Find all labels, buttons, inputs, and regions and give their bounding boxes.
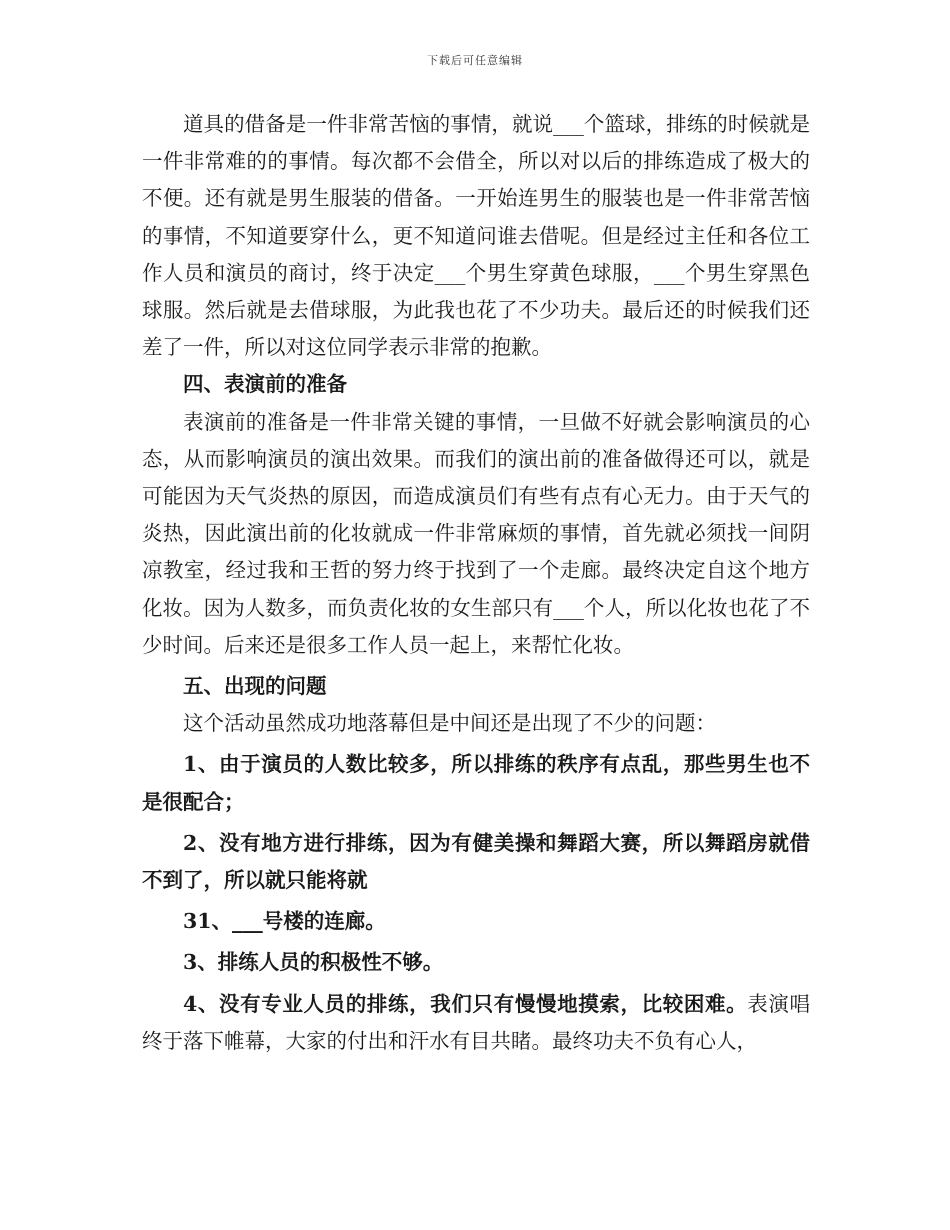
document-body (142, 106, 810, 1060)
heading-preparation: 四、表演前的准备 (183, 372, 347, 397)
problem-item-2: 2、没有地方进行排练，因为有健美操和舞蹈大赛，所以舞蹈房就借不到了，所以就只能将就 (142, 830, 810, 893)
problem-item-3: 3、排练人员的积极性不够。 (183, 950, 444, 975)
heading-problems: 五、出现的问题 (183, 674, 327, 699)
problem-item-4 (142, 986, 810, 1060)
page-header: 下载后可任意编辑 (427, 54, 523, 67)
paragraph-props: 道具的借备是一件非常苦恼的事情，就说___个篮球，排练的时候就是一件非常难的的事情。每次都不会借全，所以对以后的排练造成了极大的不便。还有就是男生服装的借备。一开始连男生的服装也是一件非常苦恼的事情，不知道要穿什么，更不知道问谁去借呢。但是经过主任和各位工作人员和演员的商讨，终于决定___个男生穿黄色球服，___个男生穿黑色球服。然后就是去借球服，为此我也花了不少功夫。最后还的时候我们还差了一件，所以对这位同学表示非常的抱歉。 (142, 112, 810, 360)
paragraph-preparation: 表演前的准备是一件非常关键的事情，一旦做不好就会影响演员的心态，从而影响演员的演出效果。而我们的演出前的准备做得还可以，就是可能因为天气炎热的原因，而造成演员们有些有点有心无力。由于天气的炎热，因此演出前的化妆就成一件非常麻烦的事情，首先就必须找一间阴凉教室，经过我和王哲的努力终于找到了一个走廊。最终决定自这个地方化妆。因为人数多，而负责化妆的女生部只有___个人，所以化妆也花了不少时间。后来还是很多工作人员一起上，来帮忙化妆。 (142, 409, 810, 657)
problem-item-1: 1、由于演员的人数比较多，所以排练的秩序有点乱，那些男生也不是很配合； (142, 752, 810, 814)
problem-item-4-bold: 4、没有专业人员的排练，我们只有慢慢地摸索，比较困难。 (183, 991, 748, 1016)
paragraph-problems-intro: 这个活动虽然成功地落幕但是中间还是出现了不少的问题： (183, 711, 716, 736)
problem-item-31: 31、___号楼的连廊。 (183, 909, 386, 934)
closing-paragraph-text: 表演唱终于落下帷幕，大家的付出和汗水有目共睹。最终功夫不负有心人， (142, 991, 811, 1053)
